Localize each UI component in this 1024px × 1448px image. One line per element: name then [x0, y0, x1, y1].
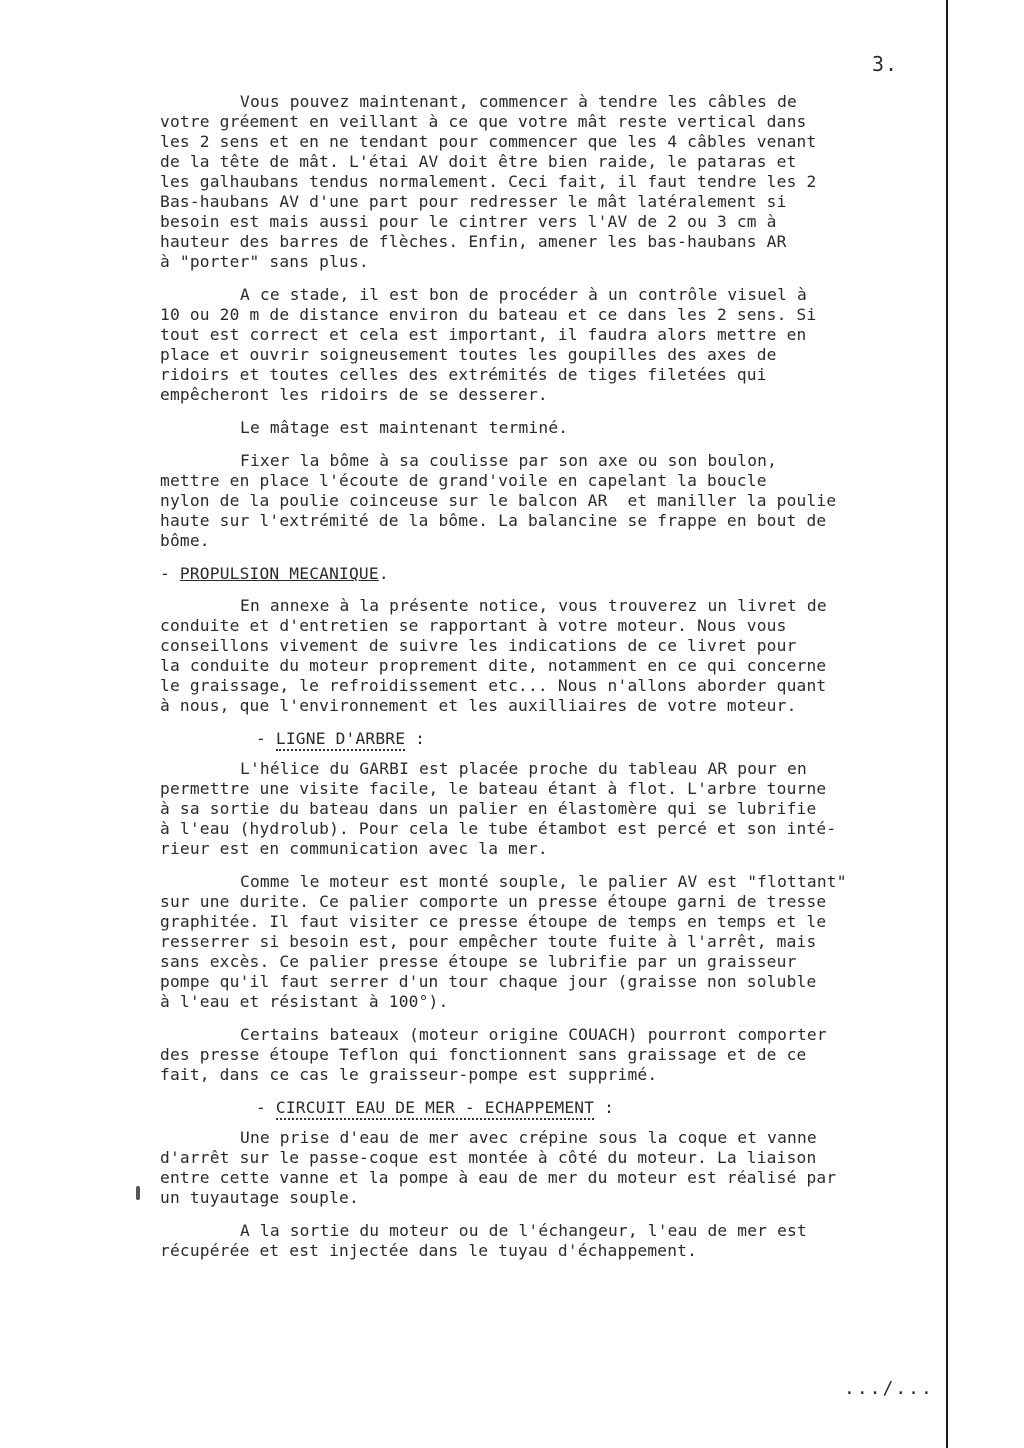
- text-line: bôme.: [160, 531, 210, 550]
- continuation-mark: .../...: [844, 1378, 934, 1399]
- text-line: à l'eau et résistant à 100°).: [160, 992, 449, 1011]
- text-line: L'hélice du GARBI est placée proche du tableau AR pour en: [240, 759, 807, 778]
- text-line: A ce stade, il est bon de procéder à un contrôle visuel à: [240, 285, 807, 304]
- paragraph: [160, 1128, 1010, 1208]
- text-line: hauteur des barres de flèches. Enfin, amener les bas-haubans AR: [160, 232, 787, 251]
- text-line: un tuyautage souple.: [160, 1188, 359, 1207]
- text-line: conduite et d'entretien se rapportant à votre moteur. Nous vous: [160, 616, 787, 635]
- text-line: resserrer si besoin est, pour empêcher toute fuite à l'arrêt, mais: [160, 932, 817, 951]
- text-line: la conduite du moteur proprement dite, notamment en ce qui concerne: [160, 656, 827, 675]
- body-text: [160, 92, 1010, 1274]
- text-line: récupérée et est injectée dans le tuyau d'échappement.: [160, 1241, 698, 1260]
- heading-label: CIRCUIT EAU DE MER - ECHAPPEMENT: [276, 1098, 594, 1120]
- text-line: sur une durite. Ce palier comporte un presse étoupe garni de tresse: [160, 892, 827, 911]
- text-line: à l'eau (hydrolub). Pour cela le tube étambot est percé et son inté-: [160, 819, 837, 838]
- heading-label: LIGNE D'ARBRE: [276, 729, 405, 751]
- heading-label: PROPULSION MECANIQUE: [179, 564, 379, 583]
- text-line: Fixer la bôme à sa coulisse par son axe ou son boulon,: [240, 451, 778, 470]
- text-line: haute sur l'extrémité de la bôme. La balancine se frappe en bout de: [160, 511, 827, 530]
- paragraph: [160, 418, 1010, 438]
- text-line: besoin est mais aussi pour le cintrer vers l'AV de 2 ou 3 cm à: [160, 212, 777, 231]
- paragraph: [160, 759, 1010, 859]
- text-line: entre cette vanne et la pompe à eau de mer du moteur est réalisé par: [160, 1168, 837, 1187]
- paragraph: [160, 596, 1010, 716]
- text-line: Comme le moteur est monté souple, le palier AV est "flottant": [240, 872, 847, 891]
- text-line: Une prise d'eau de mer avec crépine sous la coque et vanne: [240, 1128, 817, 1147]
- text-line: pompe qu'il faut serrer d'un tour chaque jour (graisse non soluble: [160, 972, 817, 991]
- subsection-heading: [256, 1098, 1010, 1118]
- text-line: d'arrêt sur le passe-coque est montée à côté du moteur. La liaison: [160, 1148, 817, 1167]
- text-line: permettre une visite facile, le bateau étant à flot. L'arbre tourne: [160, 779, 827, 798]
- text-line: place et ouvrir soigneusement toutes les goupilles des axes de: [160, 345, 777, 364]
- text-line: les 2 sens et en ne tendant pour commencer que les 4 câbles venant: [160, 132, 817, 151]
- scan-speck: [136, 1186, 140, 1200]
- heading-prefix: -: [256, 729, 276, 748]
- text-line: des presse étoupe Teflon qui fonctionnent sans graissage et de ce: [160, 1045, 807, 1064]
- heading-suffix: :: [405, 729, 426, 748]
- text-line: de la tête de mât. L'étai AV doit être bien raide, le pataras et: [160, 152, 797, 171]
- text-line: Vous pouvez maintenant, commencer à tendre les câbles de: [240, 92, 797, 111]
- text-line: à sa sortie du bateau dans un palier en élastomère qui se lubrifie: [160, 799, 817, 818]
- paragraph: [160, 1025, 1010, 1085]
- paragraph: [160, 451, 1010, 551]
- heading-prefix: -: [256, 1098, 276, 1117]
- text-line: votre gréement en veillant à ce que votre mât reste vertical dans: [160, 112, 807, 131]
- paragraph: [160, 92, 1010, 272]
- text-line: ridoirs et toutes celles des extrémités de tiges filetées qui: [160, 365, 767, 384]
- text-line: A la sortie du moteur ou de l'échangeur, l'eau de mer est: [240, 1221, 807, 1240]
- text-line: empêcheront les ridoirs de se desserer.: [160, 385, 548, 404]
- paragraph: [160, 872, 1010, 1012]
- text-line: mettre en place l'écoute de grand'voile en capelant la boucle: [160, 471, 767, 490]
- text-line: le graissage, le refroidissement etc... Nous n'allons aborder quant: [160, 676, 827, 695]
- heading-suffix: :: [594, 1098, 615, 1117]
- text-line: à "porter" sans plus.: [160, 252, 369, 271]
- text-line: à nous, que l'environnement et les auxilliaires de votre moteur.: [160, 696, 797, 715]
- text-line: rieur est en communication avec la mer.: [160, 839, 548, 858]
- text-line: graphitée. Il faut visiter ce presse étoupe de temps en temps et le: [160, 912, 827, 931]
- heading-suffix: .: [378, 564, 389, 583]
- text-line: les galhaubans tendus normalement. Ceci fait, il faut tendre les 2: [160, 172, 817, 191]
- section-heading: [160, 564, 1010, 584]
- text-line: sans excès. Ce palier presse étoupe se lubrifie par un graisseur: [160, 952, 797, 971]
- heading-prefix: -: [160, 564, 180, 583]
- text-line: Certains bateaux (moteur origine COUACH) pourront comporter: [240, 1025, 827, 1044]
- text-line: 10 ou 20 m de distance environ du bateau et ce dans les 2 sens. Si: [160, 305, 817, 324]
- text-line: En annexe à la présente notice, vous trouverez un livret de: [240, 596, 827, 615]
- subsection-heading: [256, 729, 1010, 749]
- text-line: conseillons vivement de suivre les indications de ce livret pour: [160, 636, 797, 655]
- text-line: nylon de la poulie coinceuse sur le balcon AR et maniller la poulie: [160, 491, 837, 510]
- text-line: tout est correct et cela est important, il faudra alors mettre en: [160, 325, 807, 344]
- text-line: Le mâtage est maintenant terminé.: [240, 418, 569, 437]
- text-line: fait, dans ce cas le graisseur-pompe est supprimé.: [160, 1065, 658, 1084]
- paragraph: [160, 1221, 1010, 1261]
- page-number: 3.: [872, 52, 899, 76]
- text-line: Bas-haubans AV d'une part pour redresser le mât latéralement si: [160, 192, 787, 211]
- paragraph: [160, 285, 1010, 405]
